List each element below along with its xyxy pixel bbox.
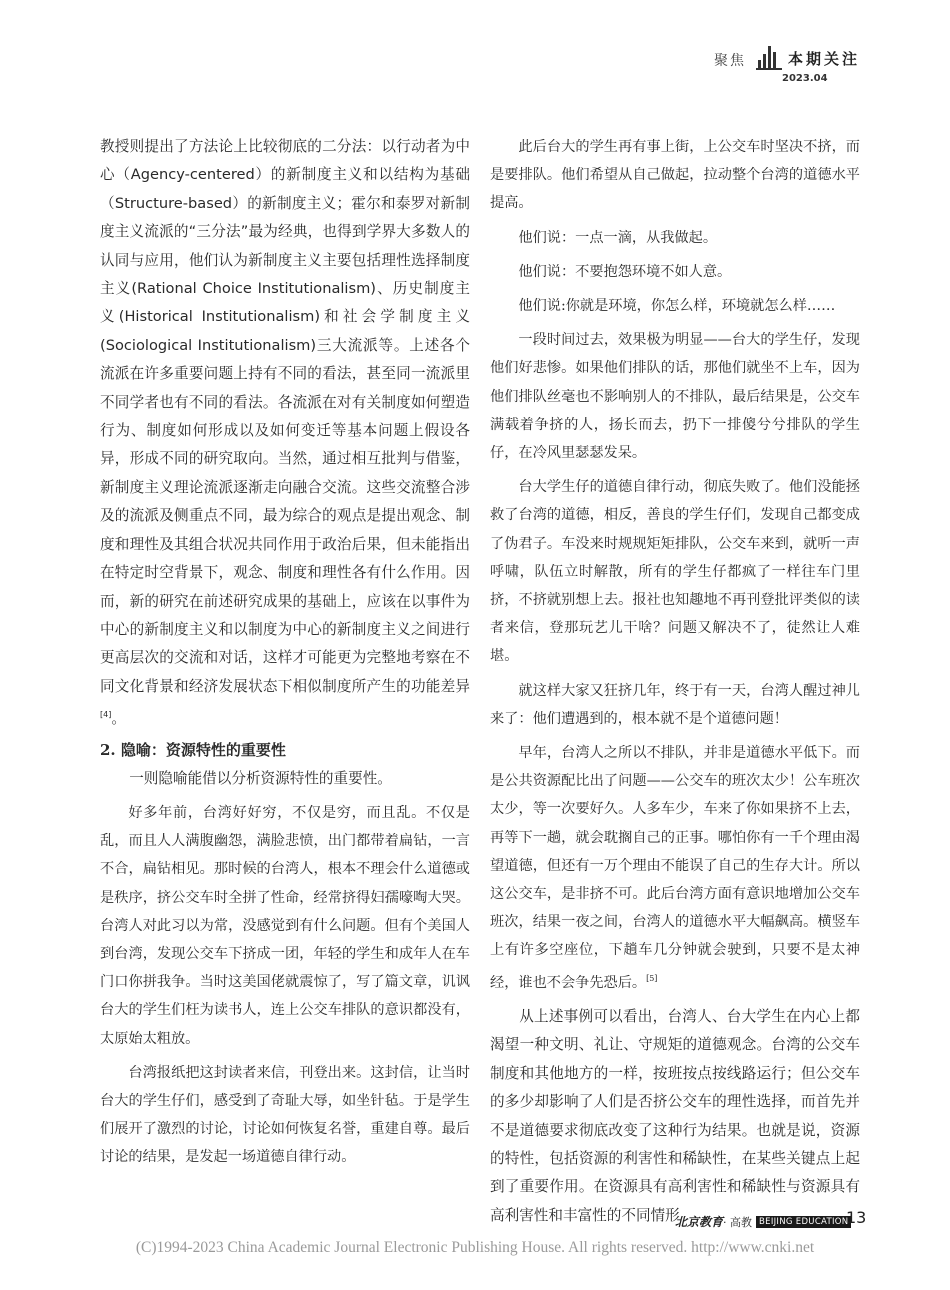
citation-ref: [5] [646,973,658,983]
story-paragraph [490,739,860,997]
paragraph: 一则隐喻能借以分析资源特性的重要性。 [129,769,392,787]
journal-name: 北京教育 [675,1215,724,1229]
section-label: 聚焦 [713,53,746,69]
paragraph-text: 早年，台湾人之所以不排队，并非是道德水平低下。而是公共资源配比出了问题——公交车的班次太少！公车班次太少，等一次要好久。人多车少，车来了你如果挤不上去，再等下一趟，就会耽搁自己的正事。哪怕你有一千个理由渴望道德，但还有一万个理由不能误了自己的生存大计。所以这公交车，是非挤不可。此后台湾方面有意识地增加公交车班次，结果一夜之间，台湾人的道德水平大幅飙高。横竖车上有许多空座位，下趟车几分钟就会驶到，只要不是太神经，谁也不会争先恐后。 [490,745,860,991]
journal-brand [675,1213,851,1230]
paragraph: 从上述事例可以看出，台湾人、台大学生在内心上都渴望一种文明、礼让、守规矩的道德观念。台湾的公交车制度和其他地方的一样，按班按点按线路运行；但公交车的多少却影响了人们是否挤公交车的理性选择，而首先并不是道德要求彻底改变了这种行为结果。也就是说，资源的特性，包括资源的利害性和稀缺性，在某些关键点上起到了重要作用。在资源具有高利害性和稀缺性与资源具有高利害性和丰富性的不同情形 [490,1007,860,1224]
left-column [100,133,470,1172]
right-column [490,133,860,1230]
paragraph-text: 教授则提出了方法论上比较彻底的二分法：以行动者为中心（Agency-centered）的新制度主义和以结构为基础（Structure-based）的新制度主义；霍尔和泰罗对新制度主义流派的“三分法”最为经典，也得到学界大多数人的认同与应用，他们认为新制度主义主要包括理性选择制度主义(Rational Choice Institutionalism)、历史制度主义(Historical Institutionalism)和社会学制度主义(Sociological Institutionalism)三大流派等。上述各个流派在许多重要问题上持有不同的看法，甚至同一流派里不同学者也有不同的看法。各流派在对有关制度如何塑造行为、制度如何形成以及如何变迁等基本问题上假设各异，形成不同的研究取向。当然，通过相互批判与借鉴，新制度主义理论流派逐渐走向融合交流。这些交流整合涉及的流派及侧重点不同，最为综合的观点是提出观念、制度和理性及其组合状况共同作用于政治后果，但未能指出在特定时空背景下，观念、制度和理性各有什么作用。因而，新的研究在前述研究成果的基础上，应该在以事件为中心的新制度主义和以制度为中心的新制度主义之间进行更高层次的交流和对话，这样才可能更为完整地考察在不同文化背景和经济发展状态下相似制度所产生的功能差异 [100,138,470,695]
story-paragraph: 好多年前，台湾好好穷，不仅是穷，而且乱。不仅是乱，而且人人满腹幽怨，满脸悲愤，出门都带着扁钻，一言不合，扁钻相见。那时候的台湾人，根本不理会什么道德或是秩序，挤公交车时全拼了性命，经常挤得妇孺嚎啕大哭。台湾人对此习以为常，没感觉到有什么问题。但有个美国人到台湾，发现公交车下挤成一团，年轻的学生和成年人在车门口你拼我争。当时这美国佬就震惊了，写了篇文章，讥讽台大的学生们枉为读书人，连上公交车排队的意识都没有，太原始太粗放。 [100,804,470,1047]
story-paragraph: 此后台大的学生再有事上街，上公交车时坚决不挤，而是要排队。他们希望从自己做起，拉动整个台湾的道德水平提高。 [490,139,860,212]
story-paragraph: 就这样大家又狂挤几年，终于有一天，台湾人醒过神儿来了：他们遭遇到的，根本就不是个道德问题！ [490,682,860,727]
story-paragraph: 他们说：一点一滴，从我做起。 [518,229,718,246]
citation-ref: [4] [100,710,112,720]
story-paragraph: 一段时间过去，效果极为明显——台大的学生仔，发现他们好悲惨。如果他们排队的话，那他们就坐不上车，因为他们排队丝毫也不影响别人的不排队，最后结果是，公交车满载着争挤的人，扬长而去，扔下一排傻兮兮排队的学生仔，在冷风里瑟瑟发呆。 [490,332,860,462]
story-paragraph: 他们说：不要抱怨环境不如人意。 [518,263,732,280]
paragraph-end: 。 [111,710,126,728]
page-number: 13 [846,1208,867,1227]
journal-name-en: BEIJING EDUCATION [756,1216,851,1228]
journal-sub: · 高教 [723,1215,753,1229]
story-paragraph: 台大学生仔的道德自律行动，彻底失败了。他们没能拯救了台湾的道德，相反，善良的学生仔们，发现自己都变成了伪君子。车没来时规规矩矩排队，公交车来到，就听一声呼啸，队伍立时解散，所有的学生仔都疯了一样往车门里挤，不挤就别想上去。报社也知趣地不再刊登批评类似的读者来信，登那玩艺儿干啥？问题又解决不了，徒然让人难堪。 [490,479,860,665]
column-logo-icon [756,42,782,70]
issue-number: 2023.04 [781,73,828,84]
column-title: 本期关注 [787,50,860,68]
section-heading: 2. 隐喻：资源特性的重要性 [100,740,286,759]
story-paragraph: 台湾报纸把这封读者来信，刊登出来。这封信，让当时台大的学生仔们，感受到了奇耻大辱，如坐针毡。于是学生们展开了激烈的讨论，讨论如何恢复名誉，重建自尊。最后讨论的结果，是发起一场道德自律行动。 [100,1064,470,1166]
story-paragraph: 他们说:你就是环境，你怎么样，环境就怎么样…… [518,298,836,315]
page-header [714,38,860,90]
copyright-notice: (C)1994-2023 China Academic Journal Electronic Publishing House. All rights reserved. http://www.cnki.net [135,1239,815,1256]
paragraph [100,133,470,734]
